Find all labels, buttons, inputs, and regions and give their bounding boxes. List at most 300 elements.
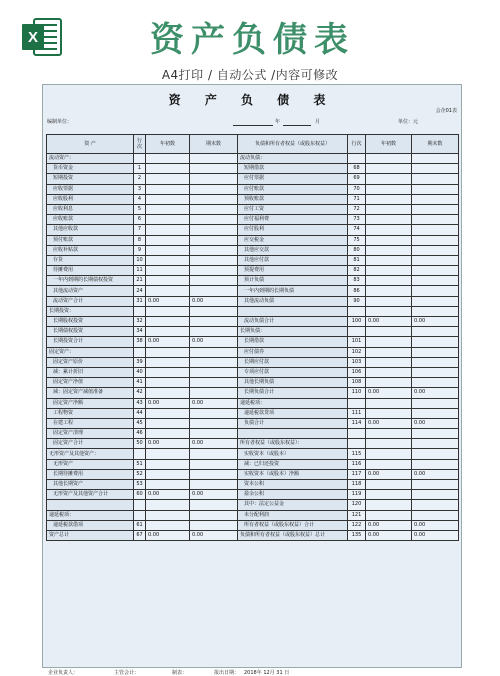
table-row [47,367,459,377]
liability-begin-cell[interactable] [366,490,412,500]
asset-end-cell[interactable] [190,459,238,469]
table-row [47,276,459,286]
liability-begin-cell[interactable] [366,306,412,316]
liability-begin-cell[interactable] [366,449,412,459]
asset-line-cell [134,347,146,357]
asset-begin-cell[interactable] [146,388,190,398]
asset-name-cell: 长期债权投资 [47,327,134,337]
liability-end-cell[interactable] [412,408,459,418]
asset-begin-cell[interactable] [146,510,190,520]
asset-begin-cell[interactable] [146,418,190,428]
table-row [47,174,459,184]
liability-line-cell: 81 [348,255,366,265]
liability-begin-cell[interactable] [366,245,412,255]
liability-name-cell: 应付股利 [238,225,348,235]
table-header-row [47,135,459,154]
asset-name-cell: 长期投资合计 [47,337,134,347]
liability-line-cell: 74 [348,225,366,235]
liability-begin-cell[interactable] [366,215,412,225]
asset-name-cell: 长期投资： [47,306,134,316]
liability-line-cell: 114 [348,418,366,428]
asset-end-cell[interactable] [190,510,238,520]
asset-end-cell[interactable] [190,418,238,428]
liability-end-cell[interactable] [412,327,459,337]
asset-line-cell: 9 [134,245,146,255]
asset-name-cell: 一年内到期的长期债权投资 [47,276,134,286]
col-header-liabilities: 负债和所有者权益（或股东权益） [238,135,348,154]
asset-begin-cell[interactable]: 0.00 [146,296,190,306]
liability-line-cell: 135 [348,530,366,540]
asset-begin-cell[interactable] [146,174,190,184]
table-row [47,225,459,235]
liability-line-cell: 70 [348,184,366,194]
asset-line-cell: 41 [134,378,146,388]
table-row [47,327,459,337]
asset-begin-cell[interactable] [146,204,190,214]
liability-name-cell: 应付票据 [238,174,348,184]
asset-name-cell: 固定资产净额 [47,398,134,408]
liability-end-cell[interactable] [412,286,459,296]
liability-begin-cell[interactable] [366,337,412,347]
liability-end-cell[interactable] [412,255,459,265]
asset-line-cell: 51 [134,459,146,469]
asset-line-cell: 8 [134,235,146,245]
asset-name-cell: 其他长期资产 [47,480,134,490]
liability-begin-cell[interactable] [366,459,412,469]
liability-line-cell: 100 [348,317,366,327]
liability-line-cell: 110 [348,388,366,398]
asset-end-cell[interactable] [190,367,238,377]
asset-name-cell: 应收账款 [47,215,134,225]
asset-end-cell[interactable] [190,245,238,255]
table-row [47,266,459,276]
asset-end-cell[interactable]: 0.00 [190,490,238,500]
liability-name-cell: 其他流动负债 [238,296,348,306]
asset-end-cell[interactable] [190,480,238,490]
liability-name-cell: 负债和所有者权益（或股东权益）总计 [238,530,348,540]
liability-line-cell: 82 [348,266,366,276]
liability-line-cell: 103 [348,357,366,367]
liability-name-cell: 应付工资 [238,204,348,214]
asset-begin-cell[interactable] [146,154,190,164]
liability-line-cell [348,306,366,316]
asset-begin-cell[interactable] [146,469,190,479]
asset-end-cell[interactable] [190,194,238,204]
liability-name-cell: 所有者权益（或股东权益）合计 [238,520,348,530]
asset-end-cell[interactable] [190,184,238,194]
asset-end-cell[interactable] [190,408,238,418]
year-label: 年 [275,119,281,125]
asset-begin-cell[interactable] [146,378,190,388]
balance-table [46,134,459,541]
asset-end-cell[interactable] [190,306,238,316]
asset-name-cell: 其他应收款 [47,225,134,235]
liability-begin-cell[interactable] [366,194,412,204]
balance-sheet [42,84,462,676]
table-row [47,347,459,357]
asset-end-cell[interactable] [190,520,238,530]
asset-end-cell[interactable]: 0.00 [190,337,238,347]
asset-name-cell: 减：固定资产减值准备 [47,388,134,398]
asset-name-cell: 其他流动资产 [47,286,134,296]
asset-line-cell: 39 [134,357,146,367]
liability-name-cell: 预计负债 [238,276,348,286]
table-row [47,480,459,490]
liability-begin-cell[interactable] [366,408,412,418]
asset-begin-cell[interactable] [146,367,190,377]
liability-end-cell[interactable] [412,500,459,510]
asset-line-cell: 11 [134,266,146,276]
liability-end-cell[interactable] [412,398,459,408]
asset-name-cell: 应收利息 [47,204,134,214]
liability-begin-cell[interactable] [366,154,412,164]
table-row [47,449,459,459]
col-header-end: 期末数 [412,135,459,154]
asset-begin-cell[interactable] [146,194,190,204]
liability-line-cell: 75 [348,235,366,245]
table-row [47,500,459,510]
liability-name-cell: 资本公积 [238,480,348,490]
asset-line-cell: 42 [134,388,146,398]
asset-end-cell[interactable]: 0.00 [190,398,238,408]
asset-name-cell: 预付账款 [47,235,134,245]
asset-end-cell[interactable] [190,286,238,296]
asset-name-cell: 无形资产 [47,459,134,469]
liability-end-cell[interactable] [412,215,459,225]
asset-name-cell [47,500,134,510]
sheet-title: 资 产 负 债 表 [168,93,336,107]
asset-name-cell: 工程物资 [47,408,134,418]
liability-end-cell[interactable]: 0.00 [412,418,459,428]
liability-begin-cell[interactable] [366,367,412,377]
liability-end-cell[interactable] [412,266,459,276]
asset-end-cell[interactable] [190,347,238,357]
month-blank [283,125,311,126]
asset-name-cell: 无形资产及其他资产合计 [47,490,134,500]
asset-end-cell[interactable] [190,174,238,184]
asset-name-cell: 无形资产及其他资产： [47,449,134,459]
unit-label: 编制单位： [47,119,73,125]
liability-end-cell[interactable] [412,204,459,214]
asset-begin-cell[interactable] [146,347,190,357]
liability-line-cell: 90 [348,296,366,306]
asset-end-cell[interactable] [190,388,238,398]
asset-line-cell: 60 [134,490,146,500]
liability-line-cell: 83 [348,276,366,286]
asset-name-cell: 长期股权投资 [47,317,134,327]
col-header-begin: 年初数 [366,135,412,154]
liability-end-cell[interactable] [412,296,459,306]
liability-begin-cell[interactable] [366,398,412,408]
liability-begin-cell[interactable]: 0.00 [366,530,412,540]
table-row [47,337,459,347]
table-row [47,490,459,500]
table-row [47,154,459,164]
liability-end-cell[interactable] [412,194,459,204]
table-row [47,439,459,449]
asset-begin-cell[interactable] [146,408,190,418]
table-row [47,398,459,408]
asset-begin-cell[interactable] [146,429,190,439]
liability-line-cell: 73 [348,215,366,225]
asset-line-cell [134,510,146,520]
asset-begin-cell[interactable]: 0.00 [146,530,190,540]
liability-name-cell: 流动负债： [238,154,348,164]
liability-line-cell: 121 [348,510,366,520]
liability-begin-cell[interactable] [366,480,412,490]
asset-end-cell[interactable] [190,449,238,459]
asset-end-cell[interactable] [190,357,238,367]
liability-name-cell: 所有者权益（或股东权益）： [238,439,348,449]
asset-begin-cell[interactable] [146,317,190,327]
asset-begin-cell[interactable] [146,327,190,337]
table-row [47,286,459,296]
liability-line-cell: 119 [348,490,366,500]
liability-begin-cell[interactable] [366,255,412,265]
liability-name-cell [238,306,348,316]
table-row [47,429,459,439]
asset-line-cell: 1 [134,164,146,174]
col-header-line: 行次 [348,135,366,154]
asset-line-cell [134,500,146,510]
liability-end-cell[interactable]: 0.00 [412,317,459,327]
asset-name-cell: 递延税款借项 [47,520,134,530]
asset-name-cell: 应收票据 [47,184,134,194]
col-header-assets: 资 产 [47,135,134,154]
liability-end-cell[interactable] [412,276,459,286]
liability-name-cell: 减：已归还投资 [238,459,348,469]
liability-begin-cell[interactable] [366,204,412,214]
liability-line-cell: 118 [348,480,366,490]
asset-begin-cell[interactable] [146,480,190,490]
liability-line-cell: 122 [348,520,366,530]
asset-end-cell[interactable] [190,215,238,225]
liability-end-cell[interactable] [412,449,459,459]
table-row [47,530,459,540]
footer-preparer: 制表： [172,670,188,676]
asset-begin-cell[interactable] [146,449,190,459]
asset-end-cell[interactable] [190,378,238,388]
liability-begin-cell[interactable]: 0.00 [366,317,412,327]
liability-end-cell[interactable] [412,337,459,347]
liability-begin-cell[interactable] [366,266,412,276]
asset-line-cell: 6 [134,215,146,225]
liability-begin-cell[interactable] [366,296,412,306]
liability-name-cell: 递延税项： [238,398,348,408]
asset-begin-cell[interactable] [146,306,190,316]
asset-name-cell: 应收补贴款 [47,245,134,255]
liability-begin-cell[interactable]: 0.00 [366,520,412,530]
liability-name-cell: 其他长期负债 [238,378,348,388]
liability-name-cell: 应交税金 [238,235,348,245]
asset-end-cell[interactable] [190,255,238,265]
liability-line-cell: 120 [348,500,366,510]
asset-begin-cell[interactable] [146,235,190,245]
liability-name-cell: 长期借款 [238,337,348,347]
asset-begin-cell[interactable] [146,225,190,235]
asset-begin-cell[interactable] [146,184,190,194]
liability-begin-cell[interactable] [366,184,412,194]
liability-begin-cell[interactable] [366,510,412,520]
liability-name-cell: 长期负债合计 [238,388,348,398]
asset-begin-cell[interactable] [146,245,190,255]
asset-end-cell[interactable] [190,235,238,245]
asset-begin-cell[interactable] [146,286,190,296]
liability-end-cell[interactable] [412,235,459,245]
liability-begin-cell[interactable]: 0.00 [366,388,412,398]
liability-end-cell[interactable] [412,490,459,500]
asset-begin-cell[interactable]: 0.00 [146,490,190,500]
liability-begin-cell[interactable] [366,164,412,174]
asset-end-cell[interactable] [190,154,238,164]
asset-end-cell[interactable]: 0.00 [190,530,238,540]
table-row [47,520,459,530]
asset-end-cell[interactable] [190,266,238,276]
asset-name-cell: 固定资产合计 [47,439,134,449]
liability-end-cell[interactable] [412,174,459,184]
table-row [47,317,459,327]
liability-end-cell[interactable] [412,429,459,439]
asset-begin-cell[interactable] [146,215,190,225]
asset-begin-cell[interactable] [146,459,190,469]
liability-begin-cell[interactable]: 0.00 [366,418,412,428]
asset-name-cell: 减：累计折旧 [47,367,134,377]
table-row [47,418,459,428]
liability-end-cell[interactable]: 0.00 [412,388,459,398]
liability-name-cell: 未分配利润 [238,510,348,520]
asset-line-cell: 10 [134,255,146,265]
asset-begin-cell[interactable] [146,357,190,367]
asset-end-cell[interactable] [190,164,238,174]
liability-end-cell[interactable] [412,459,459,469]
asset-name-cell: 待摊费用 [47,266,134,276]
asset-begin-cell[interactable]: 0.00 [146,398,190,408]
liability-end-cell[interactable]: 0.00 [412,520,459,530]
asset-begin-cell[interactable] [146,266,190,276]
liability-end-cell[interactable] [412,347,459,357]
asset-line-cell: 61 [134,520,146,530]
asset-line-cell: 34 [134,327,146,337]
asset-name-cell: 固定资产： [47,347,134,357]
asset-end-cell[interactable]: 0.00 [190,296,238,306]
liability-begin-cell[interactable] [366,225,412,235]
liability-begin-cell[interactable] [366,429,412,439]
liability-name-cell: 实收资本（或股本）净额 [238,469,348,479]
asset-line-cell: 5 [134,204,146,214]
asset-end-cell[interactable] [190,469,238,479]
liability-end-cell[interactable] [412,357,459,367]
liability-end-cell[interactable] [412,154,459,164]
liability-line-cell: 71 [348,194,366,204]
liability-line-cell: 102 [348,347,366,357]
month-label: 月 [315,119,321,125]
asset-line-cell: 44 [134,408,146,418]
liability-begin-cell[interactable]: 0.00 [366,469,412,479]
table-row [47,469,459,479]
asset-name-cell: 资产总计 [47,530,134,540]
year-blank [233,125,273,126]
liability-begin-cell[interactable] [366,439,412,449]
liability-begin-cell[interactable] [366,235,412,245]
liability-line-cell [348,154,366,164]
liability-begin-cell[interactable] [366,276,412,286]
liability-end-cell[interactable] [412,378,459,388]
liability-end-cell[interactable] [412,480,459,490]
footer-date: 2018年 12月 31 日 [244,670,290,676]
asset-end-cell[interactable] [190,204,238,214]
liability-begin-cell[interactable] [366,500,412,510]
liability-begin-cell[interactable] [366,357,412,367]
asset-line-cell: 67 [134,530,146,540]
liability-end-cell[interactable] [412,306,459,316]
liability-line-cell: 117 [348,469,366,479]
asset-begin-cell[interactable] [146,500,190,510]
liability-end-cell[interactable]: 0.00 [412,469,459,479]
asset-line-cell: 46 [134,429,146,439]
table-row [47,215,459,225]
asset-begin-cell[interactable] [146,276,190,286]
asset-name-cell: 短期投资 [47,174,134,184]
liability-end-cell[interactable] [412,164,459,174]
asset-name-cell: 流动资产： [47,154,134,164]
asset-end-cell[interactable] [190,225,238,235]
liability-end-cell[interactable] [412,245,459,255]
asset-line-cell: 45 [134,418,146,428]
liability-begin-cell[interactable] [366,378,412,388]
liability-name-cell: 其中：法定公益金 [238,500,348,510]
liability-end-cell[interactable] [412,367,459,377]
liability-begin-cell[interactable] [366,347,412,357]
asset-line-cell: 52 [134,469,146,479]
liability-name-cell: 负债合计 [238,418,348,428]
asset-begin-cell[interactable] [146,164,190,174]
liability-line-cell: 116 [348,459,366,469]
liability-end-cell[interactable] [412,439,459,449]
liability-line-cell: 86 [348,286,366,296]
asset-end-cell[interactable] [190,500,238,510]
table-row [47,235,459,245]
liability-end-cell[interactable] [412,225,459,235]
liability-name-cell: 专项应付款 [238,367,348,377]
currency-label: 单位：元 [398,119,419,125]
liability-name-cell: 一年内到期的长期负债 [238,286,348,296]
asset-line-cell [134,154,146,164]
asset-begin-cell[interactable] [146,255,190,265]
page-subtitle: A4打印 / 自动公式 /内容可修改 [161,68,339,82]
asset-begin-cell[interactable]: 0.00 [146,439,190,449]
liability-end-cell[interactable] [412,510,459,520]
asset-line-cell: 2 [134,174,146,184]
liability-begin-cell[interactable] [366,286,412,296]
table-row [47,164,459,174]
asset-end-cell[interactable]: 0.00 [190,439,238,449]
asset-end-cell[interactable] [190,327,238,337]
asset-line-cell: 3 [134,184,146,194]
liability-begin-cell[interactable] [366,174,412,184]
liability-end-cell[interactable] [412,184,459,194]
liability-begin-cell[interactable] [366,327,412,337]
asset-begin-cell[interactable] [146,520,190,530]
liability-end-cell[interactable]: 0.00 [412,530,459,540]
col-header-end: 期末数 [190,135,238,154]
asset-begin-cell[interactable]: 0.00 [146,337,190,347]
table-row [47,378,459,388]
asset-end-cell[interactable] [190,317,238,327]
asset-name-cell: 固定资产原价 [47,357,134,367]
asset-end-cell[interactable] [190,276,238,286]
asset-end-cell[interactable] [190,429,238,439]
asset-name-cell: 固定资产清理 [47,429,134,439]
